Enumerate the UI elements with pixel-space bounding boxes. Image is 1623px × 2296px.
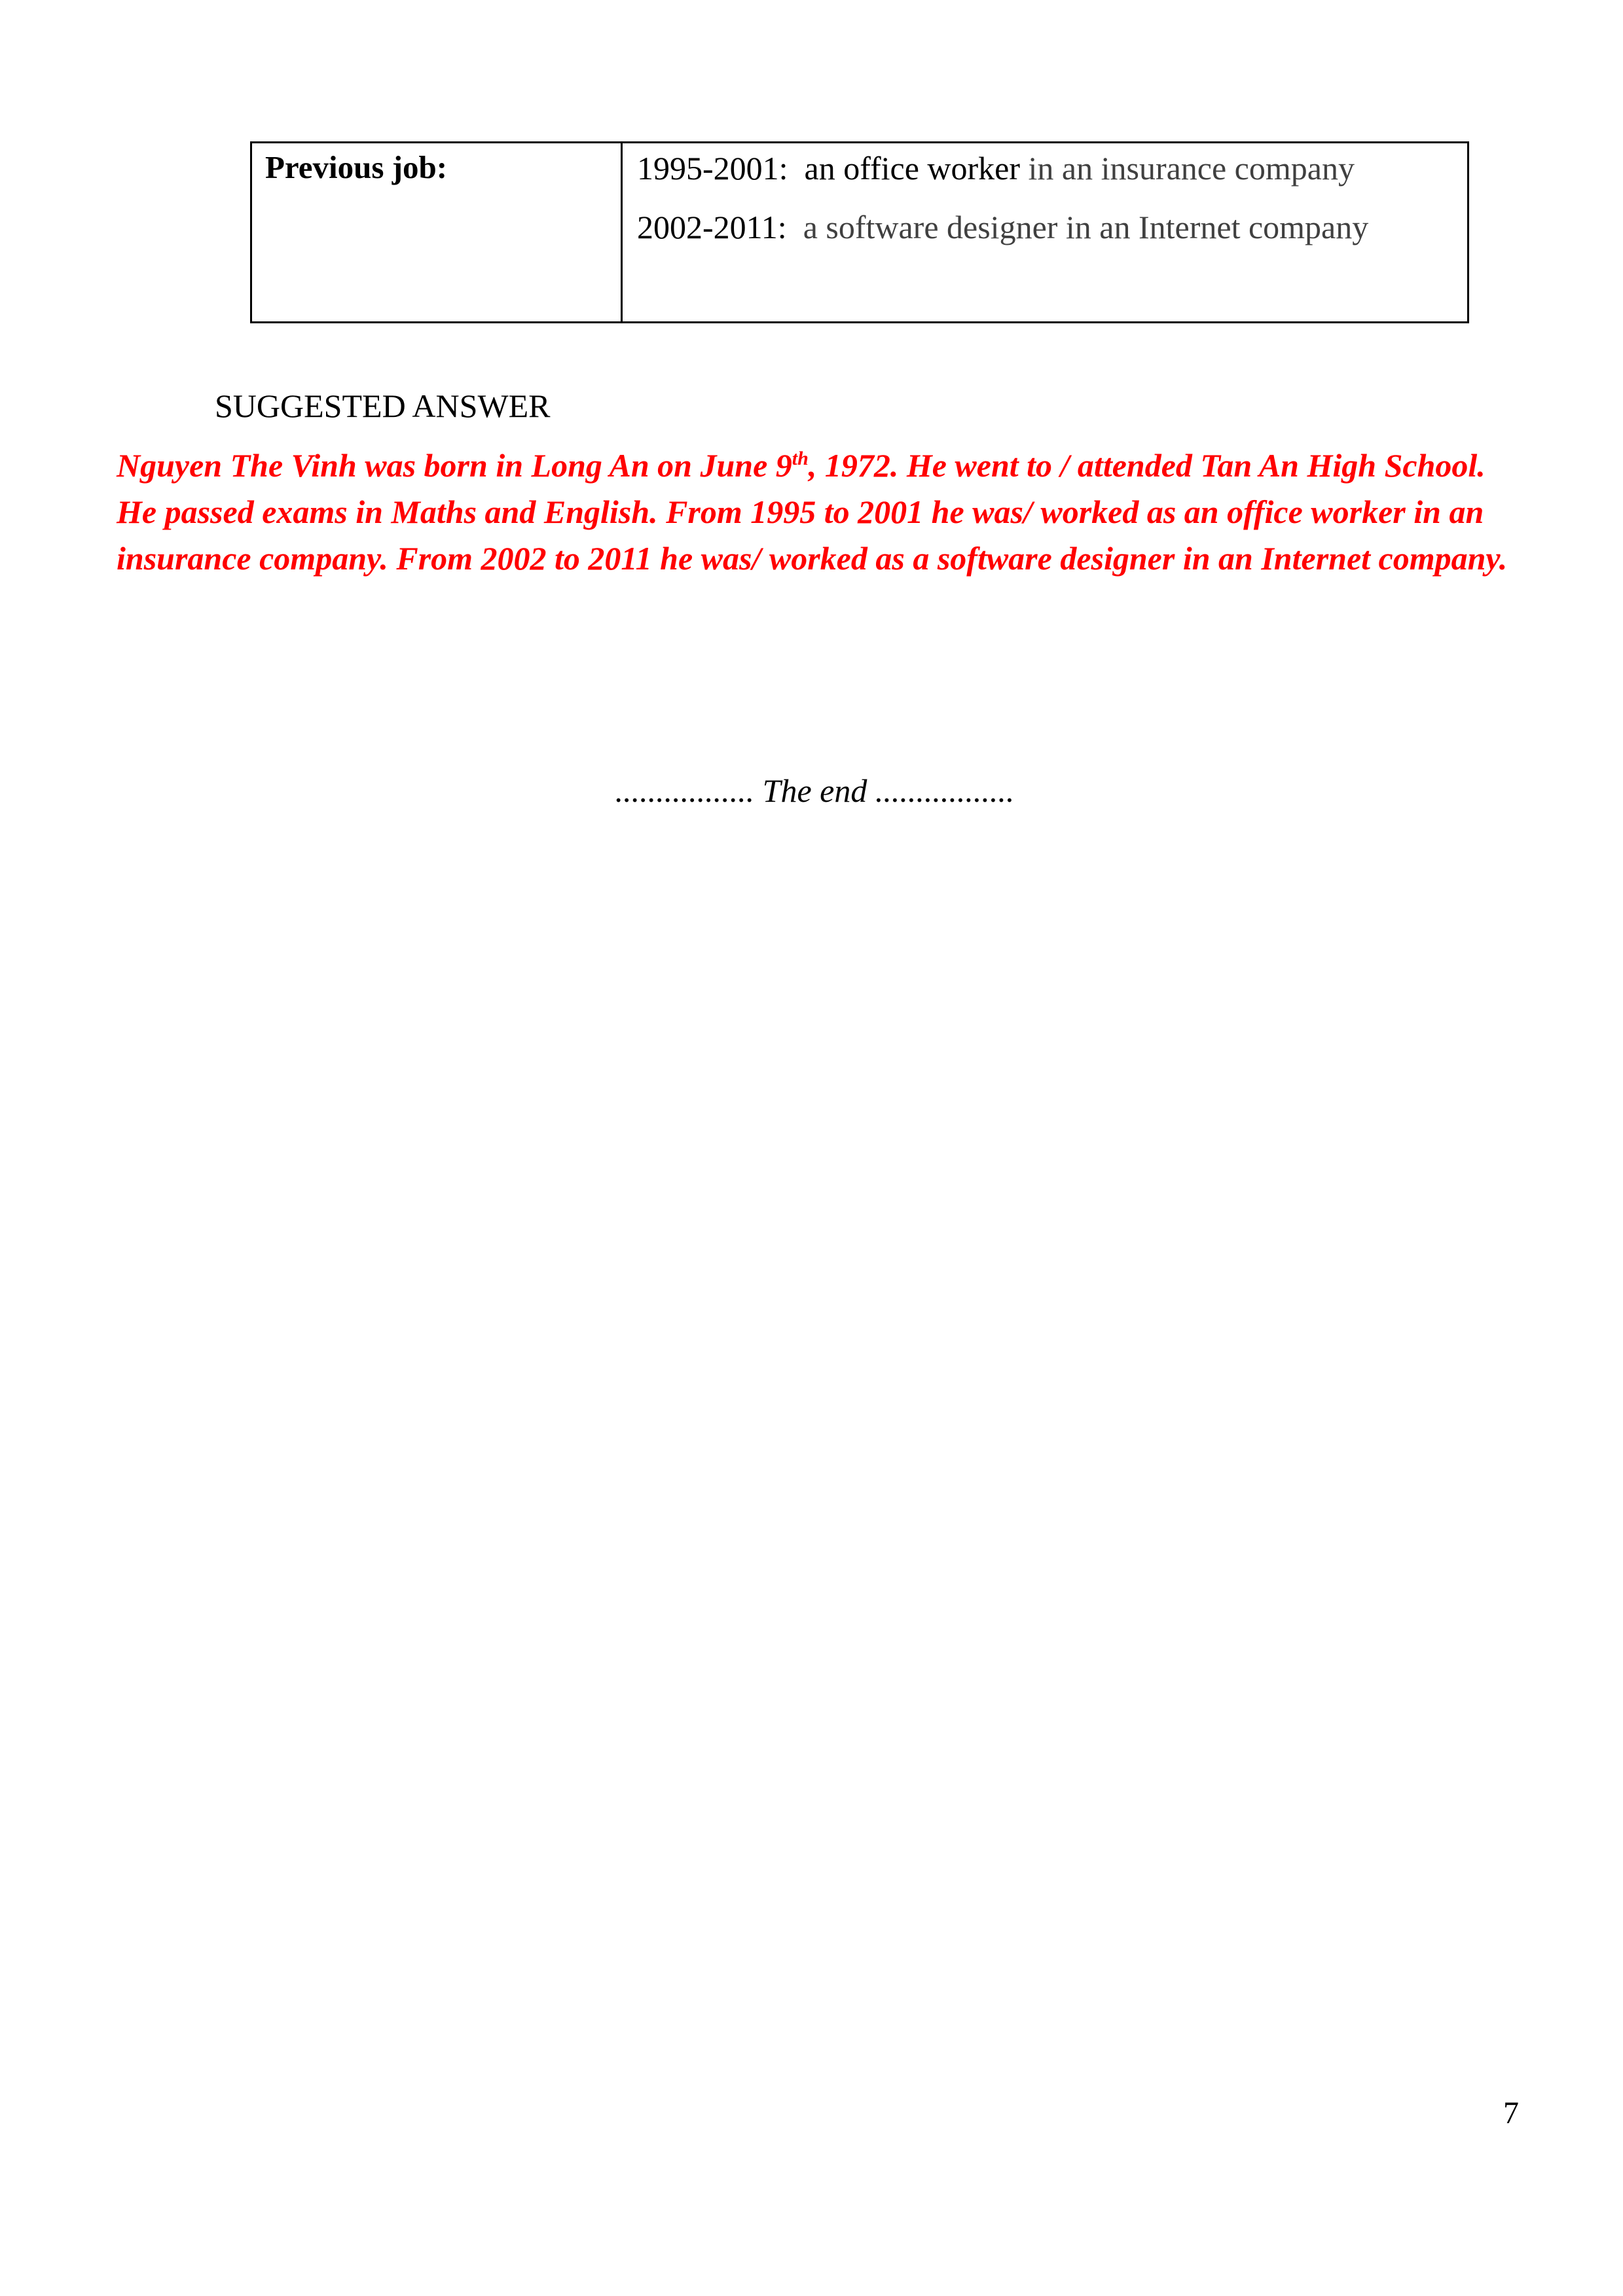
suggested-answer-text xyxy=(117,442,1524,582)
job-years: 2002-2011: xyxy=(637,209,787,245)
job-years: 1995-2001: xyxy=(637,150,788,187)
answer-text-rest: , 1972. He went to / attended Tan An High School. He passed exams in Maths and English. From 1995 to 2001 he was/ worked as an office worker in an insurance company. From 2002 to 2011 he was/ worked as a software designer in an Internet company. xyxy=(117,447,1508,577)
previous-job-table xyxy=(250,141,1469,323)
job-role-detail: a software designer in an Internet company xyxy=(803,209,1369,245)
the-end-text: ................. The end ................. xyxy=(615,772,1015,809)
answer-text-start: Nguyen The Vinh was born in Long An on June 9 xyxy=(117,447,792,484)
job-entry xyxy=(637,149,1467,188)
previous-job-label: Previous job: xyxy=(265,149,448,185)
table-row xyxy=(251,143,1468,323)
suggested-answer-heading: SUGGESTED ANSWER xyxy=(215,387,551,424)
the-end-marker xyxy=(0,771,1623,810)
ordinal-suffix: th xyxy=(792,448,809,469)
job-entry xyxy=(637,207,1467,247)
table-jobs-cell xyxy=(622,143,1468,323)
job-role: an office worker xyxy=(804,150,1021,187)
page-number: 7 xyxy=(1503,2096,1519,2130)
job-role-detail: in an insurance company xyxy=(1020,150,1355,187)
table-label-cell xyxy=(251,143,622,323)
